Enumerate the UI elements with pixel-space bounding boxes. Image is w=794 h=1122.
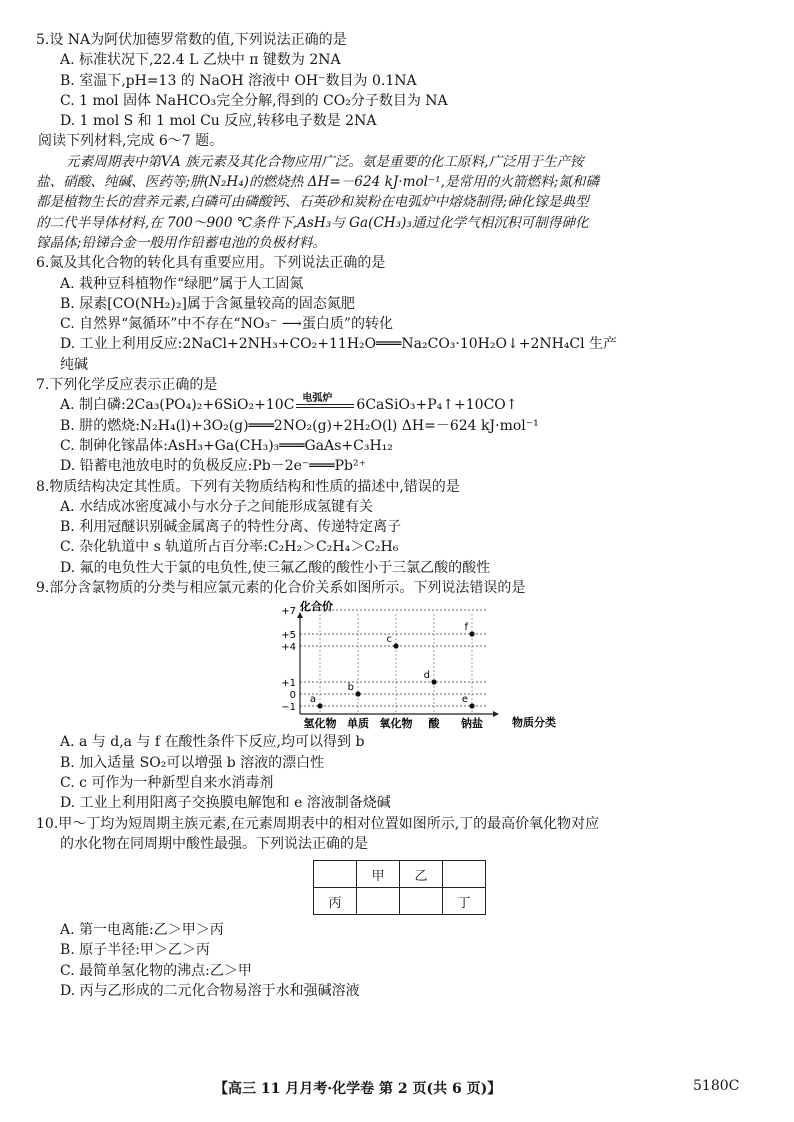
grid-cell: 丁 [443, 888, 486, 915]
reaction-equal-line [296, 404, 354, 405]
chart-point [469, 632, 474, 637]
q7-option-a-left: A. 制白磷:2Ca₃(PO₄)₂+6SiO₂+10C [60, 397, 295, 414]
q9-option-c: C. c 可作为一种新型自来水消毒剂 [60, 774, 274, 791]
q8-option-a: A. 水结成冰密度减小与水分子之间能形成氢键有关 [60, 498, 374, 515]
reading-intro: 阅读下列材料,完成 6～7 题。 [38, 133, 224, 150]
q10-option-c: C. 最简单氢化物的沸点:乙＞甲 [60, 962, 252, 979]
grid-cell [400, 888, 443, 915]
chart-category-label: 酸 [428, 717, 440, 731]
chart-point [431, 680, 436, 685]
reaction-equal-line-2 [296, 407, 354, 408]
grid-row-1 [314, 861, 486, 888]
chart-point [393, 644, 398, 649]
q6-option-d-continued: 纯碱 [60, 356, 88, 373]
q9-stem: 9.部分含氯物质的分类与相应氯元素的化合价关系如图所示。下列说法错误的是 [36, 580, 526, 597]
reaction-arrow [294, 395, 356, 415]
grid-row-2 [314, 888, 486, 915]
q6-stem: 6.氮及其化合物的转化具有重要应用。下列说法正确的是 [36, 255, 386, 272]
q5-option-d: D. 1 mol S 和 1 mol Cu 反应,转移电子数是 2NA [60, 113, 377, 130]
q10-option-a: A. 第一电离能:乙＞甲＞丙 [60, 922, 224, 939]
q6-option-a: A. 栽种豆科植物作“绿肥”属于人工固氮 [60, 275, 304, 292]
chart-x-axis-arrow [493, 711, 499, 717]
chart-point-label: a [309, 694, 316, 706]
footer-title: 【高三 11 月月考·化学卷 第 2 页(共 6 页)】 [214, 1081, 502, 1097]
q6-option-c: C. 自然界“氮循环”中不存在“NO₃⁻ ⟶蛋白质”的转化 [60, 316, 393, 333]
q7-stem: 7.下列化学反应表示正确的是 [36, 377, 218, 394]
chart-category-label: 氧化物 [379, 717, 413, 731]
q8-option-c: C. 杂化轨道中 s 轨道所占百分率:C₂H₂＞C₂H₄＞C₂H₆ [60, 539, 399, 556]
q7-option-a-right: 6CaSiO₃+P₄↑+10CO↑ [356, 397, 518, 414]
chart-y-tick-label: 0 [289, 690, 296, 702]
chart-y-tick-label: +1 [281, 678, 296, 690]
reading-line-4: 的二代半导体材料,在 700～900 ℃条件下,AsH₃与 Ga(CH₃)₃通过化学气相沉积可制得砷化 [36, 214, 589, 231]
q9-option-d: D. 工业上利用阳离子交换膜电解饱和 e 溶液制备烧碱 [60, 795, 391, 812]
grid-cell [443, 861, 486, 888]
chart-point-label: e [461, 694, 468, 706]
q10-option-d: D. 丙与乙形成的二元化合物易溶于水和强碱溶液 [60, 982, 360, 999]
q7-option-b: B. 肼的燃烧:N₂H₄(l)+3O₂(g)═══2NO₂(g)+2H₂O(l) ΔH=－624 kJ·mol⁻¹ [60, 417, 539, 434]
reading-line-2: 盐、硝酸、纯碱、医药等;肼(N₂H₄)的燃烧热 ΔH=－624 kJ·mol⁻¹,是常用的火箭燃料;氮和磷 [36, 174, 600, 191]
chart-y-tick-label: +5 [281, 630, 296, 642]
q9-option-a: A. a 与 d,a 与 f 在酸性条件下反应,均可以得到 b [60, 734, 365, 751]
chart-point-label: b [347, 682, 354, 694]
chart-y-label: 化合价 [300, 600, 333, 614]
q8-option-d: D. 氟的电负性大于氯的电负性,使三氟乙酸的酸性小于三氯乙酸的酸性 [60, 559, 491, 576]
page-footer [0, 1078, 794, 1102]
q7-option-c: C. 制砷化镓晶体:AsH₃+Ga(CH₃)₃═══GaAs+C₃H₁₂ [60, 437, 393, 454]
q9-valence-chart [36, 600, 766, 730]
q8-stem: 8.物质结构决定其性质。下列有关物质结构和性质的描述中,错误的是 [36, 478, 460, 495]
grid-cell: 甲 [357, 861, 400, 888]
q6-option-d: D. 工业上利用反应:2NaCl+2NH₃+CO₂+11H₂O═══Na₂CO₃·10H₂O↓+2NH₄Cl 生产 [60, 336, 618, 353]
q5-option-b: B. 室温下,pH=13 的 NaOH 溶液中 OH⁻数目为 0.1NA [60, 72, 417, 89]
chart-y-tick-label: +7 [281, 606, 296, 618]
reading-line-1: 元素周期表中第ⅤA 族元素及其化合物应用广泛。氨是重要的化工原料,广泛用于生产铵 [66, 153, 584, 170]
chart-y-tick-label: −1 [281, 702, 296, 714]
grid-cell: 乙 [400, 861, 443, 888]
grid-cell [357, 888, 400, 915]
q5-option-a: A. 标准状况下,22.4 L 乙炔中 π 键数为 2NA [60, 52, 341, 69]
chart-point-label: c [386, 634, 392, 646]
valence-chart-svg [250, 600, 570, 730]
exam-page [36, 30, 766, 1001]
q6-option-b: B. 尿素[CO(NH₂)₂]属于含氮量较高的固态氮肥 [60, 295, 355, 312]
reading-line-3: 都是植物生长的营养元素,白磷可由磷酸钙、石英砂和炭粉在电弧炉中熔烧制得;砷化镓是典型 [36, 194, 589, 211]
q7-option-d: D. 铅蓄电池放电时的负极反应:Pb－2e⁻═══Pb²⁺ [60, 458, 366, 475]
chart-category-label: 氢化物 [303, 717, 337, 731]
grid-cell: 丙 [314, 888, 357, 915]
chart-point [469, 704, 474, 709]
chart-point [355, 692, 360, 697]
grid-cell [314, 861, 357, 888]
q10-stem: 10.甲～丁均为短周期主族元素,在元素周期表中的相对位置如图所示,丁的最高价氧化物对应 [36, 815, 600, 832]
q10-periodic-grid [36, 854, 766, 920]
chart-y-tick-label: +4 [281, 642, 296, 654]
q7-option-a [36, 395, 766, 415]
footer-code: 5180C [693, 1078, 740, 1094]
q10-stem-continued: 的水化物在同周期中酸性最强。下列说法正确的是 [60, 835, 368, 852]
q9-option-b: B. 加入适量 SO₂可以增强 b 溶液的漂白性 [60, 754, 325, 771]
chart-x-label: 物质分类 [512, 716, 556, 730]
q5-stem: 5.设 NA为阿伏加德罗常数的值,下列说法正确的是 [36, 32, 347, 48]
q8-option-b: B. 利用冠醚识别碱金属离子的特性分离、传递特定离子 [60, 519, 402, 536]
q10-option-b: B. 原子半径:甲＞乙＞丙 [60, 942, 210, 959]
chart-point [317, 704, 322, 709]
reading-line-5: 镓晶体;铅锑合金一般用作铅蓄电池的负极材料。 [36, 234, 327, 251]
q5-option-c: C. 1 mol 固体 NaHCO₃完全分解,得到的 CO₂分子数目为 NA [60, 92, 448, 109]
periodic-table-fragment [313, 860, 486, 915]
chart-category-label: 单质 [347, 717, 369, 731]
chart-category-label: 钠盐 [461, 717, 483, 731]
reaction-condition: 电弧炉 [302, 393, 333, 405]
chart-point-label: f [464, 622, 468, 634]
chart-point-label: d [423, 670, 430, 682]
